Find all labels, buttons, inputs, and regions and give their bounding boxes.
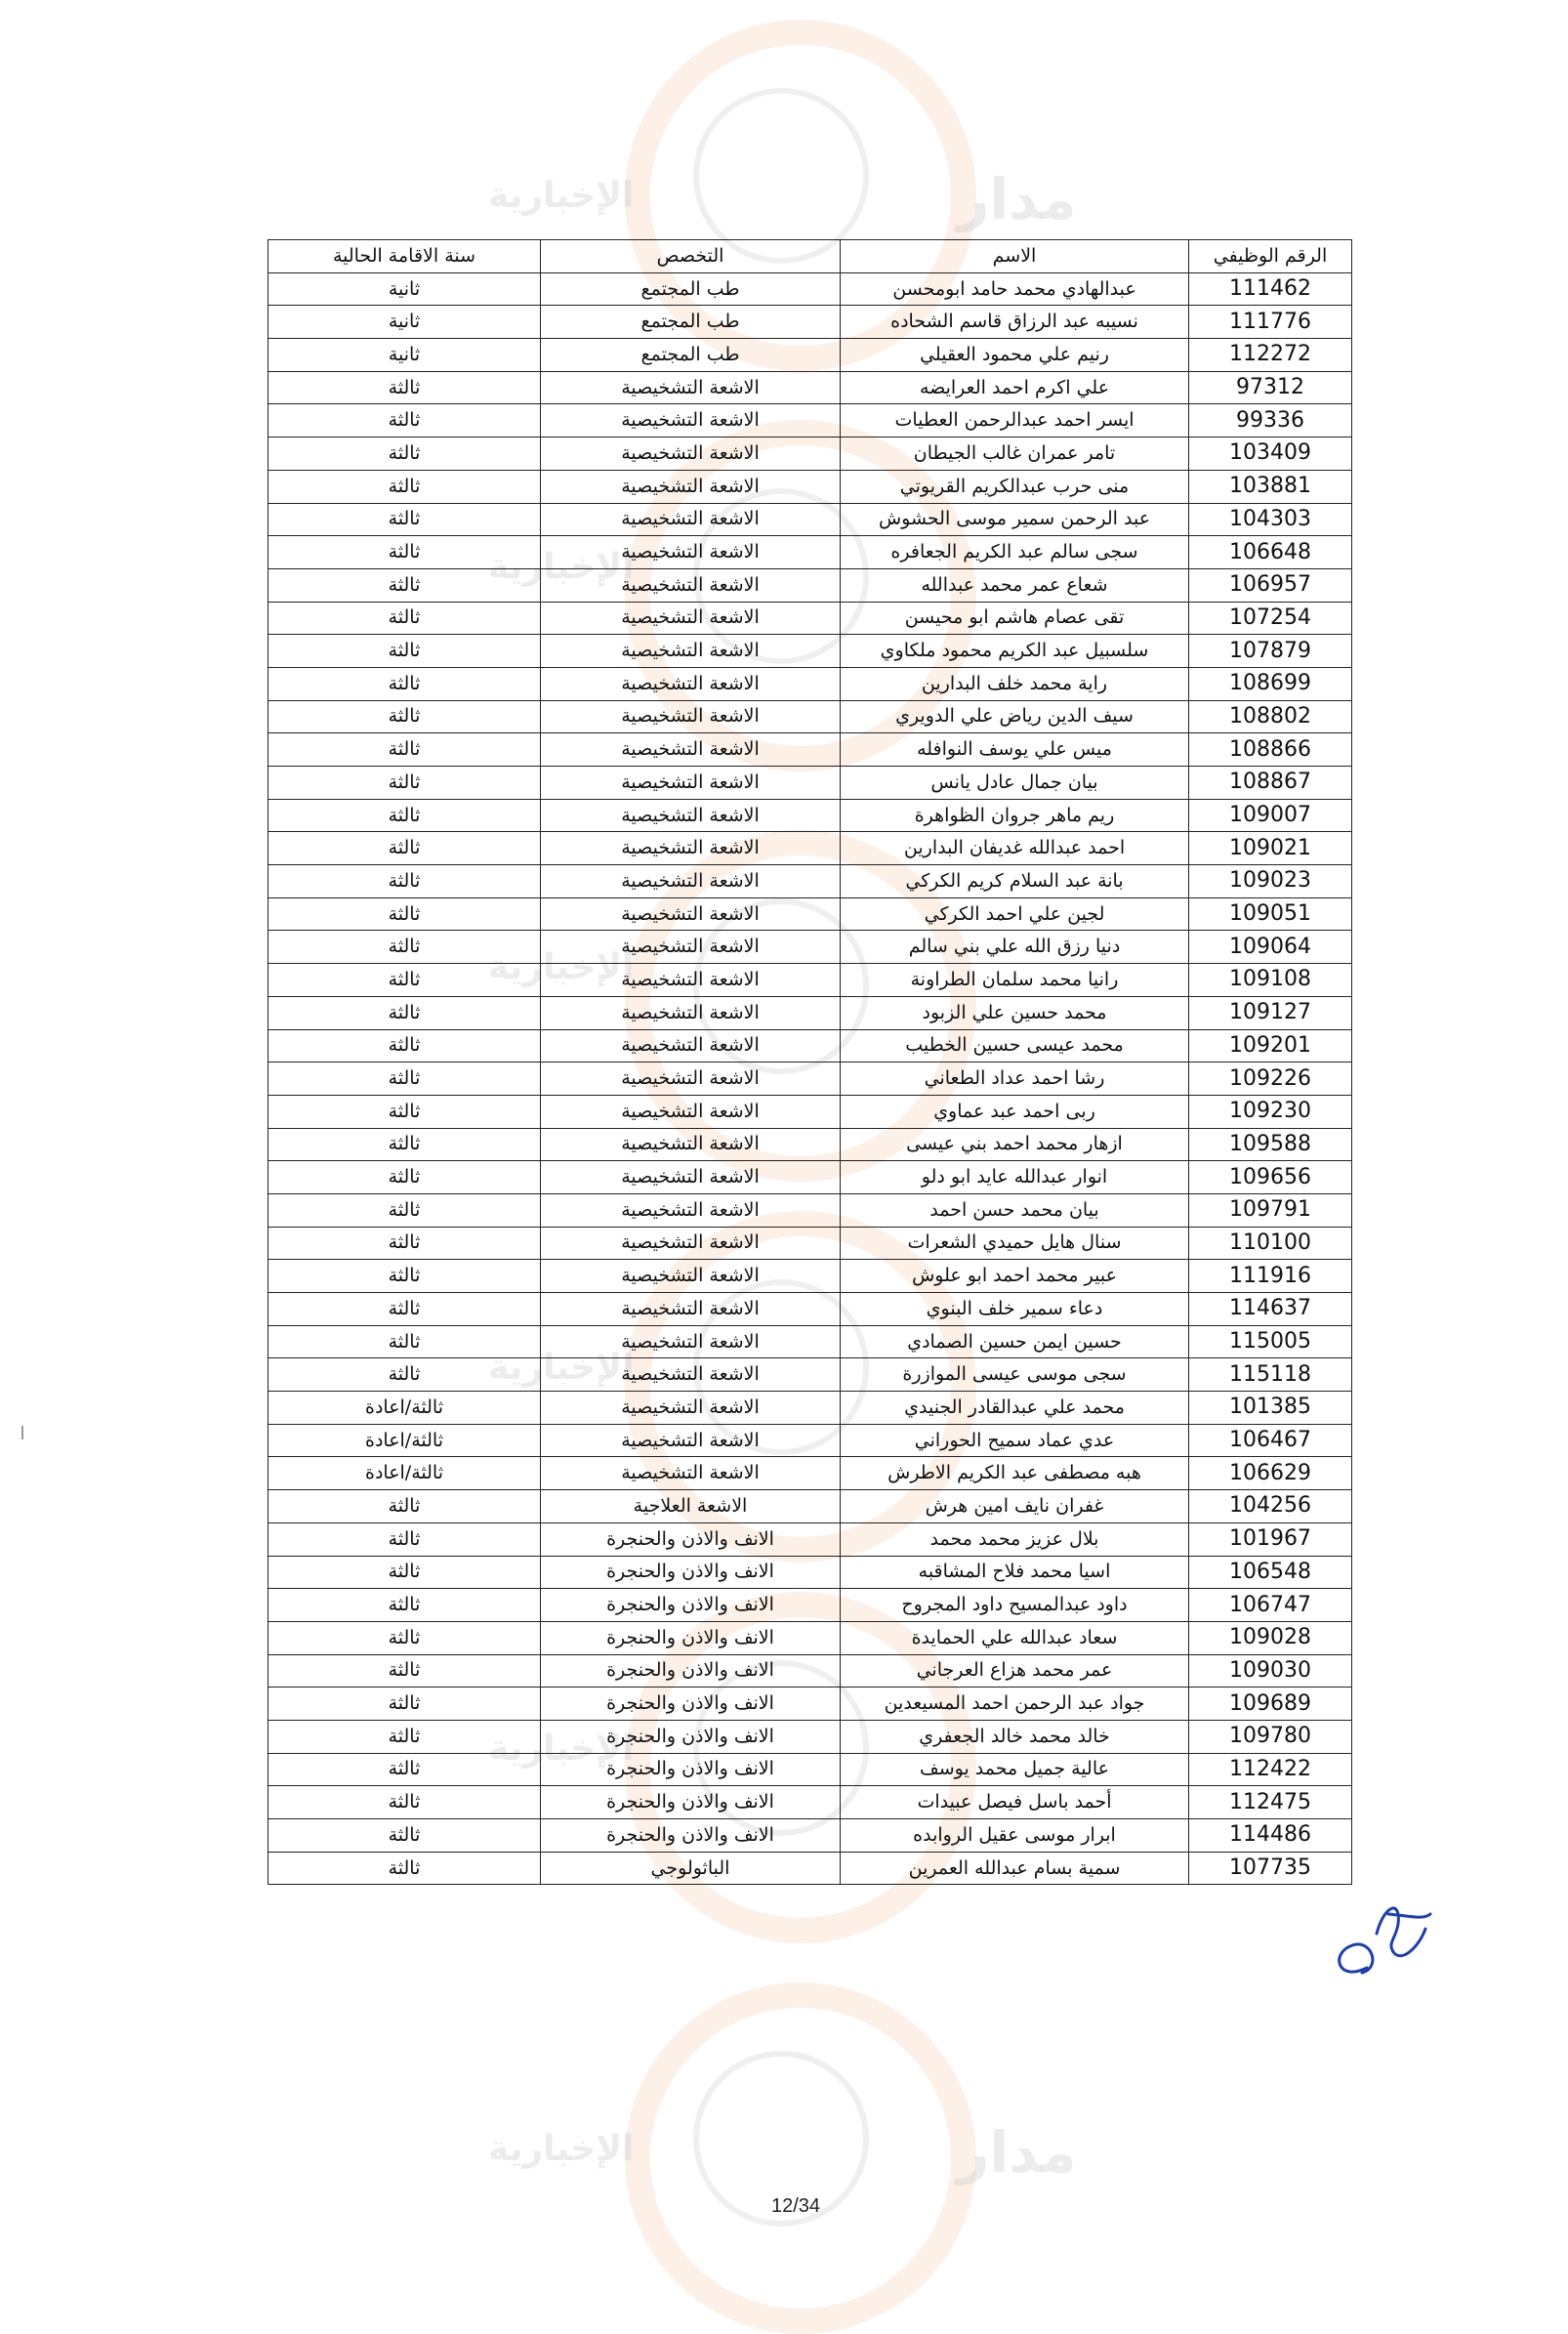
cell-year: ثالثة <box>268 1029 541 1063</box>
table-row <box>268 1753 1352 1786</box>
cell-id: 109051 <box>1189 897 1352 931</box>
cell-year: ثالثة <box>268 1522 541 1556</box>
cell-name: شعاع عمر محمد عبدالله <box>841 568 1189 602</box>
header-year: سنة الاقامة الحالية <box>268 240 541 273</box>
cell-specialty: الاشعة التشخيصية <box>541 667 841 700</box>
cell-specialty: الانف والاذن والحنجرة <box>541 1720 841 1753</box>
cell-id: 114486 <box>1189 1819 1352 1853</box>
table-row <box>268 1227 1352 1260</box>
cell-name: أحمد باسل فيصل عبيدات <box>841 1786 1189 1819</box>
cell-specialty: الانف والاذن والحنجرة <box>541 1688 841 1721</box>
cell-name: ميس علي يوسف النوافله <box>841 733 1189 767</box>
cell-specialty: الاشعة التشخيصية <box>541 832 841 865</box>
watermark-sub: الإخبارية <box>488 1348 635 1388</box>
cell-specialty: طب المجتمع <box>541 339 841 372</box>
watermark-sub: الإخبارية <box>488 947 635 987</box>
cell-id: 106467 <box>1189 1424 1352 1457</box>
cell-name: سمية بسام عبدالله العمرين <box>841 1852 1189 1885</box>
cell-id: 109064 <box>1189 931 1352 964</box>
cell-name: ريم ماهر جروان الظواهرة <box>841 799 1189 832</box>
cell-name: عبير محمد احمد ابو علوش <box>841 1260 1189 1293</box>
cell-id: 109588 <box>1189 1128 1352 1161</box>
cell-year: ثالثة <box>268 1786 541 1819</box>
cell-specialty: الاشعة التشخيصية <box>541 568 841 602</box>
cell-id: 111462 <box>1189 272 1352 306</box>
cell-specialty: الاشعة العلاجية <box>541 1490 841 1523</box>
cell-name: تامر عمران غالب الجيطان <box>841 438 1189 471</box>
cell-name: راية محمد خلف البدارين <box>841 667 1189 700</box>
cell-year: ثالثة <box>268 404 541 438</box>
cell-id: 109007 <box>1189 799 1352 832</box>
cell-name: عبدالهادي محمد حامد ابومحسن <box>841 272 1189 306</box>
table-row <box>268 799 1352 832</box>
cell-name: سلسبيل عبد الكريم محمود ملكاوي <box>841 635 1189 668</box>
cell-specialty: الاشعة التشخيصية <box>541 1193 841 1227</box>
cell-name: علي اكرم احمد العرايضه <box>841 371 1189 404</box>
scan-mark <box>21 1426 23 1439</box>
cell-name: سنال هايل حميدي الشعرات <box>841 1227 1189 1260</box>
cell-id: 101385 <box>1189 1392 1352 1425</box>
cell-name: منى حرب عبدالكريم القريوتي <box>841 470 1189 503</box>
cell-year: ثالثة <box>268 897 541 931</box>
cell-specialty: الانف والاذن والحنجرة <box>541 1819 841 1853</box>
table-row <box>268 1029 1352 1063</box>
cell-id: 99336 <box>1189 404 1352 438</box>
cell-name: انوار عبدالله عايد ابو دلو <box>841 1161 1189 1194</box>
table-row <box>268 371 1352 404</box>
cell-year: ثالثة <box>268 767 541 800</box>
cell-name: سعاد عبدالله علي الحمايدة <box>841 1621 1189 1654</box>
header-name: الاسم <box>841 240 1189 273</box>
cell-year: ثالثة <box>268 371 541 404</box>
cell-specialty: الاشعة التشخيصية <box>541 700 841 733</box>
cell-specialty: طب المجتمع <box>541 272 841 306</box>
cell-year: ثالثة <box>268 1161 541 1194</box>
cell-specialty: الاشعة التشخيصية <box>541 404 841 438</box>
cell-name: محمد حسين علي الزبود <box>841 996 1189 1029</box>
cell-specialty: الاشعة التشخيصية <box>541 767 841 800</box>
cell-name: جواد عبد الرحمن احمد المسيعدين <box>841 1688 1189 1721</box>
cell-id: 109021 <box>1189 832 1352 865</box>
cell-specialty: الاشعة التشخيصية <box>541 1293 841 1326</box>
cell-name: بلال عزيز محمد محمد <box>841 1522 1189 1556</box>
cell-specialty: الانف والاذن والحنجرة <box>541 1589 841 1622</box>
cell-specialty: الاشعة التشخيصية <box>541 1457 841 1490</box>
table-row <box>268 1688 1352 1721</box>
cell-specialty: الاشعة التشخيصية <box>541 1161 841 1194</box>
cell-id: 106548 <box>1189 1556 1352 1589</box>
cell-year: ثالثة <box>268 865 541 898</box>
watermark-brand: مدار <box>957 2119 1077 2186</box>
table-row <box>268 1161 1352 1194</box>
cell-id: 109023 <box>1189 865 1352 898</box>
cell-year: ثالثة/اعادة <box>268 1424 541 1457</box>
table-row <box>268 1621 1352 1654</box>
table-row <box>268 931 1352 964</box>
cell-year: ثالثة <box>268 733 541 767</box>
table-row <box>268 602 1352 635</box>
cell-year: ثالثة/اعادة <box>268 1392 541 1425</box>
table-row <box>268 1490 1352 1523</box>
cell-id: 107254 <box>1189 602 1352 635</box>
table-row <box>268 1193 1352 1227</box>
table-row <box>268 1457 1352 1490</box>
table-row <box>268 667 1352 700</box>
table-row <box>268 306 1352 339</box>
cell-year: ثانية <box>268 339 541 372</box>
table-row <box>268 1720 1352 1753</box>
cell-id: 103881 <box>1189 470 1352 503</box>
table-row <box>268 339 1352 372</box>
table-row <box>268 470 1352 503</box>
table-row <box>268 635 1352 668</box>
cell-year: ثالثة <box>268 1193 541 1227</box>
cell-name: سجى موسى عيسى الموازرة <box>841 1358 1189 1392</box>
cell-specialty: الاشعة التشخيصية <box>541 1063 841 1096</box>
watermark-sub: الإخبارية <box>488 176 635 216</box>
table-row <box>268 1063 1352 1096</box>
cell-year: ثالثة <box>268 1063 541 1096</box>
cell-id: 108699 <box>1189 667 1352 700</box>
cell-year: ثالثة <box>268 536 541 569</box>
table-row <box>268 1522 1352 1556</box>
cell-id: 103409 <box>1189 438 1352 471</box>
cell-id: 111776 <box>1189 306 1352 339</box>
table-row <box>268 897 1352 931</box>
table-row <box>268 1556 1352 1589</box>
cell-year: ثالثة <box>268 470 541 503</box>
cell-name: ايسر احمد عبدالرحمن العطيات <box>841 404 1189 438</box>
watermark-sub: الإخبارية <box>488 1729 635 1769</box>
cell-specialty: الانف والاذن والحنجرة <box>541 1556 841 1589</box>
cell-specialty: الباثولوجي <box>541 1852 841 1885</box>
cell-id: 111916 <box>1189 1260 1352 1293</box>
cell-year: ثالثة <box>268 568 541 602</box>
cell-year: ثالثة <box>268 1654 541 1688</box>
cell-name: ربى احمد عبد عماوي <box>841 1095 1189 1128</box>
watermark-sub: الإخبارية <box>488 2129 635 2169</box>
table-body <box>268 272 1352 1885</box>
cell-year: ثالثة <box>268 931 541 964</box>
cell-name: حسين ايمن حسين الصمادي <box>841 1325 1189 1358</box>
cell-specialty: الاشعة التشخيصية <box>541 733 841 767</box>
handwritten-signature <box>1328 1875 1435 1992</box>
table-row <box>268 733 1352 767</box>
cell-year: ثالثة <box>268 602 541 635</box>
cell-id: 112475 <box>1189 1786 1352 1819</box>
cell-id: 109108 <box>1189 964 1352 997</box>
cell-year: ثالثة <box>268 1556 541 1589</box>
watermark-brand: مدار <box>957 166 1077 232</box>
cell-name: عالية جميل محمد يوسف <box>841 1753 1189 1786</box>
cell-id: 107735 <box>1189 1852 1352 1885</box>
cell-id: 109230 <box>1189 1095 1352 1128</box>
cell-name: سجى سالم عبد الكريم الجعافره <box>841 536 1189 569</box>
cell-id: 106629 <box>1189 1457 1352 1490</box>
cell-specialty: الاشعة التشخيصية <box>541 536 841 569</box>
cell-name: رانيا محمد سلمان الطراونة <box>841 964 1189 997</box>
cell-id: 106957 <box>1189 568 1352 602</box>
cell-year: ثالثة <box>268 1128 541 1161</box>
cell-specialty: الاشعة التشخيصية <box>541 964 841 997</box>
cell-year: ثالثة <box>268 1688 541 1721</box>
cell-name: ازهار محمد احمد بني عيسى <box>841 1128 1189 1161</box>
table-row <box>268 767 1352 800</box>
cell-specialty: الانف والاذن والحنجرة <box>541 1621 841 1654</box>
cell-id: 108867 <box>1189 767 1352 800</box>
table-row <box>268 964 1352 997</box>
table-row <box>268 1852 1352 1885</box>
table-row <box>268 1325 1352 1358</box>
cell-name: عبد الرحمن سمير موسى الحشوش <box>841 503 1189 536</box>
cell-name: محمد عيسى حسين الخطيب <box>841 1029 1189 1063</box>
table-row <box>268 865 1352 898</box>
cell-id: 108802 <box>1189 700 1352 733</box>
cell-name: عمر محمد هزاع العرجاني <box>841 1654 1189 1688</box>
cell-year: ثالثة <box>268 1490 541 1523</box>
cell-year: ثالثة <box>268 1589 541 1622</box>
cell-id: 108866 <box>1189 733 1352 767</box>
cell-id: 115118 <box>1189 1358 1352 1392</box>
cell-id: 110100 <box>1189 1227 1352 1260</box>
table-row <box>268 1786 1352 1819</box>
table-row <box>268 536 1352 569</box>
cell-id: 112422 <box>1189 1753 1352 1786</box>
cell-id: 114637 <box>1189 1293 1352 1326</box>
cell-name: سيف الدين رياض علي الدويري <box>841 700 1189 733</box>
cell-specialty: الاشعة التشخيصية <box>541 1095 841 1128</box>
header-id: الرقم الوظيفي <box>1189 240 1352 273</box>
cell-specialty: الانف والاذن والحنجرة <box>541 1654 841 1688</box>
cell-name: احمد عبدالله غديفان البدارين <box>841 832 1189 865</box>
cell-name: رشا احمد عداد الطعاني <box>841 1063 1189 1096</box>
cell-year: ثالثة <box>268 438 541 471</box>
cell-name: بيان محمد حسن احمد <box>841 1193 1189 1227</box>
cell-year: ثالثة <box>268 1852 541 1885</box>
cell-name: دعاء سمير خلف البنوي <box>841 1293 1189 1326</box>
cell-id: 107879 <box>1189 635 1352 668</box>
cell-year: ثالثة <box>268 1293 541 1326</box>
cell-specialty: الاشعة التشخيصية <box>541 897 841 931</box>
cell-id: 104256 <box>1189 1490 1352 1523</box>
cell-specialty: الاشعة التشخيصية <box>541 1424 841 1457</box>
table-row <box>268 272 1352 306</box>
cell-specialty: الانف والاذن والحنجرة <box>541 1786 841 1819</box>
cell-name: رنيم علي محمود العقيلي <box>841 339 1189 372</box>
cell-year: ثالثة/اعادة <box>268 1457 541 1490</box>
cell-year: ثالثة <box>268 996 541 1029</box>
cell-year: ثالثة <box>268 1621 541 1654</box>
cell-year: ثالثة <box>268 635 541 668</box>
table-row <box>268 503 1352 536</box>
cell-name: بانة عبد السلام كريم الكركي <box>841 865 1189 898</box>
cell-specialty: الاشعة التشخيصية <box>541 1358 841 1392</box>
table-row <box>268 1654 1352 1688</box>
cell-specialty: الاشعة التشخيصية <box>541 1128 841 1161</box>
cell-specialty: الاشعة التشخيصية <box>541 931 841 964</box>
cell-id: 109030 <box>1189 1654 1352 1688</box>
cell-id: 109656 <box>1189 1161 1352 1194</box>
cell-id: 109780 <box>1189 1720 1352 1753</box>
cell-id: 112272 <box>1189 339 1352 372</box>
cell-specialty: الاشعة التشخيصية <box>541 1325 841 1358</box>
table-row <box>268 1128 1352 1161</box>
table-row <box>268 1095 1352 1128</box>
table-row <box>268 700 1352 733</box>
cell-year: ثالثة <box>268 1753 541 1786</box>
cell-name: هبه مصطفى عبد الكريم الاطرش <box>841 1457 1189 1490</box>
cell-year: ثالثة <box>268 700 541 733</box>
cell-id: 109791 <box>1189 1193 1352 1227</box>
table-row <box>268 1589 1352 1622</box>
cell-specialty: الاشعة التشخيصية <box>541 602 841 635</box>
watermark-sub: الإخبارية <box>488 547 635 587</box>
table-row <box>268 996 1352 1029</box>
table-row <box>268 1392 1352 1425</box>
cell-year: ثالثة <box>268 832 541 865</box>
cell-specialty: الاشعة التشخيصية <box>541 1392 841 1425</box>
cell-name: محمد علي عبدالقادر الجنيدي <box>841 1392 1189 1425</box>
cell-specialty: الاشعة التشخيصية <box>541 1260 841 1293</box>
cell-name: ابرار موسى عقيل الروابده <box>841 1819 1189 1853</box>
cell-specialty: الاشعة التشخيصية <box>541 1029 841 1063</box>
cell-year: ثالثة <box>268 1720 541 1753</box>
cell-id: 109028 <box>1189 1621 1352 1654</box>
cell-year: ثالثة <box>268 964 541 997</box>
residents-table <box>268 239 1352 1885</box>
cell-year: ثالثة <box>268 503 541 536</box>
cell-specialty: الاشعة التشخيصية <box>541 371 841 404</box>
cell-specialty: الاشعة التشخيصية <box>541 438 841 471</box>
table-row <box>268 438 1352 471</box>
cell-name: نسيبه عبد الرزاق قاسم الشحاده <box>841 306 1189 339</box>
cell-specialty: الاشعة التشخيصية <box>541 470 841 503</box>
cell-name: عدي عماد سميح الحوراني <box>841 1424 1189 1457</box>
cell-specialty: الاشعة التشخيصية <box>541 996 841 1029</box>
table-header-row <box>268 240 1352 273</box>
cell-year: ثانية <box>268 306 541 339</box>
cell-id: 101967 <box>1189 1522 1352 1556</box>
cell-name: غفران نايف امين هرش <box>841 1490 1189 1523</box>
cell-id: 106648 <box>1189 536 1352 569</box>
table-row <box>268 568 1352 602</box>
cell-id: 115005 <box>1189 1325 1352 1358</box>
cell-specialty: الانف والاذن والحنجرة <box>541 1753 841 1786</box>
cell-name: اسيا محمد فلاح المشاقبه <box>841 1556 1189 1589</box>
cell-id: 109127 <box>1189 996 1352 1029</box>
cell-year: ثالثة <box>268 1325 541 1358</box>
header-specialty: التخصص <box>541 240 841 273</box>
cell-specialty: الاشعة التشخيصية <box>541 799 841 832</box>
cell-id: 97312 <box>1189 371 1352 404</box>
cell-year: ثالثة <box>268 667 541 700</box>
cell-id: 104303 <box>1189 503 1352 536</box>
table-row <box>268 1260 1352 1293</box>
table-row <box>268 1819 1352 1853</box>
cell-specialty: الاشعة التشخيصية <box>541 1227 841 1260</box>
cell-name: بيان جمال عادل يانس <box>841 767 1189 800</box>
cell-name: داود عبدالمسيح داود المجروح <box>841 1589 1189 1622</box>
table-row <box>268 1358 1352 1392</box>
table-row <box>268 1293 1352 1326</box>
cell-id: 106747 <box>1189 1589 1352 1622</box>
cell-year: ثالثة <box>268 1819 541 1853</box>
cell-name: خالد محمد خالد الجعفري <box>841 1720 1189 1753</box>
table-row <box>268 832 1352 865</box>
cell-specialty: الانف والاذن والحنجرة <box>541 1522 841 1556</box>
cell-year: ثالثة <box>268 799 541 832</box>
cell-year: ثالثة <box>268 1227 541 1260</box>
cell-specialty: الاشعة التشخيصية <box>541 503 841 536</box>
cell-id: 109226 <box>1189 1063 1352 1096</box>
cell-year: ثالثة <box>268 1260 541 1293</box>
cell-year: ثانية <box>268 272 541 306</box>
cell-name: لجين علي احمد الكركي <box>841 897 1189 931</box>
cell-year: ثالثة <box>268 1358 541 1392</box>
cell-id: 109689 <box>1189 1688 1352 1721</box>
cell-specialty: الاشعة التشخيصية <box>541 635 841 668</box>
cell-name: تقى عصام هاشم ابو محيسن <box>841 602 1189 635</box>
cell-specialty: الاشعة التشخيصية <box>541 865 841 898</box>
table-row <box>268 404 1352 438</box>
page-number: 12/34 <box>770 2195 821 2217</box>
table-row <box>268 1424 1352 1457</box>
cell-id: 109201 <box>1189 1029 1352 1063</box>
cell-name: دنيا رزق الله علي بني سالم <box>841 931 1189 964</box>
cell-specialty: طب المجتمع <box>541 306 841 339</box>
cell-year: ثالثة <box>268 1095 541 1128</box>
